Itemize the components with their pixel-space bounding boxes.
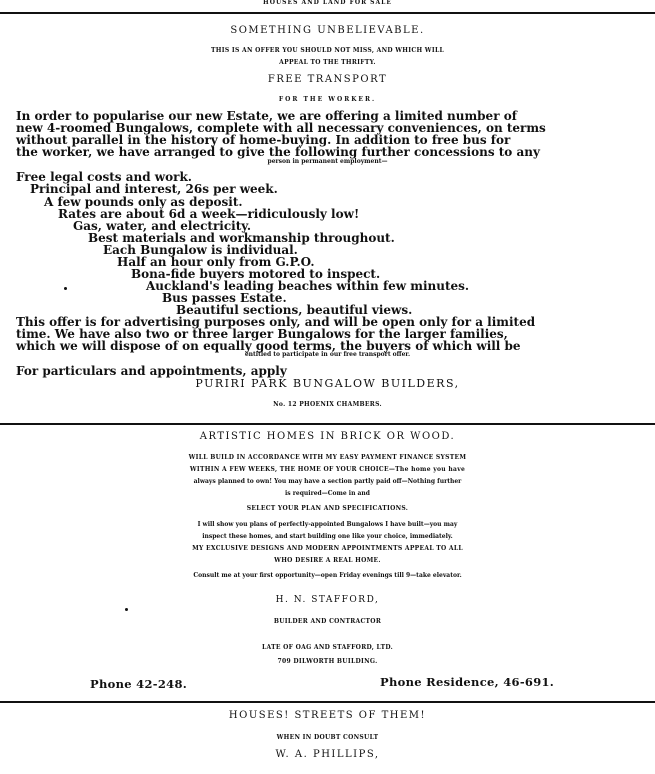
ad1-item: Bona-fide buyers motored to inspect. — [131, 267, 381, 281]
ad1-item: Rates are about 6d a week—ridiculously low! — [58, 207, 360, 221]
ad1-offer-line-5: For particulars and appointments, apply — [16, 364, 287, 378]
ad1-item: Each Bungalow is individual. — [103, 243, 298, 257]
ad2-line-1: WILL BUILD IN ACCORDANCE WITH MY EASY PAYMENT FINANCE SYSTEM — [188, 454, 467, 461]
ad1-para-line-3: without parallel in the history of home-buying. In addition to free bus for — [16, 133, 511, 147]
ad1-headline: SOMETHING UNBELIEVABLE. — [230, 25, 425, 36]
ad2-phone: Phone 42-248. — [90, 677, 188, 691]
ad3-name: W. A. PHILLIPS, — [275, 749, 380, 760]
bullet-dot-icon — [125, 608, 128, 611]
ad2-line-8: MY EXCLUSIVE DESIGNS AND MODERN APPOINTMENTS APPEAL TO ALL — [192, 545, 463, 552]
ad1-para-line-2: new 4-roomed Bungalows, complete with all necessary conveniences, on terms — [16, 121, 546, 135]
ad2-phone-residence: Phone Residence, 46-691. — [380, 675, 555, 689]
ad1-subline-1: THIS IS AN OFFER YOU SHOULD NOT MISS, AND WHICH WILL — [211, 47, 444, 54]
ad1-para-line-1: In order to popularise our new Estate, we are offering a limited number of — [16, 109, 517, 123]
ad1-item: Auckland's leading beaches within few minutes. — [146, 279, 470, 293]
ad1-title-worker: FOR THE WORKER. — [278, 96, 377, 103]
ad2-line-6: I will show you plans of perfectly-appointed Bungalows I have built—you may — [197, 521, 458, 528]
ad2-headline: ARTISTIC HOMES IN BRICK OR WOOD. — [199, 431, 456, 442]
ad1-company-address: No. 12 PHOENIX CHAMBERS. — [273, 401, 382, 408]
ad1-item: Bus passes Estate. — [162, 291, 287, 305]
ad-separator — [0, 701, 655, 703]
ad2-line-10: Consult me at your first opportunity—open Friday evenings till 9—take elevator. — [193, 572, 462, 579]
ad1-item: Gas, water, and electricity. — [73, 219, 252, 233]
ad2-building: 709 DILWORTH BUILDING. — [277, 658, 378, 665]
ad2-line-5: SELECT YOUR PLAN AND SPECIFICATIONS. — [246, 505, 409, 512]
ad2-line-9: WHO DESIRE A REAL HOME. — [274, 557, 381, 564]
ad1-item: Best materials and workmanship throughout. — [88, 231, 395, 245]
ad1-item: A few pounds only as deposit. — [44, 195, 243, 209]
ad2-line-2: WITHIN A FEW WEEKS, THE HOME OF YOUR CHOICE—The home you have — [189, 466, 466, 473]
ad1-para-line-4: the worker, we have arranged to give the following further concessions to any — [16, 145, 540, 159]
ad2-late: LATE OF OAG AND STAFFORD, LTD. — [261, 644, 394, 651]
ad1-title-free-transport: FREE TRANSPORT — [267, 74, 388, 85]
ad1-offer-line-3: which we will dispose of on equally good terms, the buyers of which will be — [16, 339, 521, 353]
ad1-company-name: PURIRI PARK BUNGALOW BUILDERS, — [195, 377, 460, 390]
ad1-item: Half an hour only from G.P.O. — [117, 255, 315, 269]
ad-separator — [0, 423, 655, 425]
ad1-offer-line-2: time. We have also two or three larger Bungalows for the larger families, — [16, 327, 508, 341]
section-header: HOUSES AND LAND FOR SALE — [263, 0, 392, 6]
ad2-name: H. N. STAFFORD, — [275, 595, 380, 605]
ad1-offer-line-1: This offer is for advertising purposes only, and will be open only for a limited — [16, 315, 536, 329]
ad2-role: BUILDER AND CONTRACTOR — [273, 618, 382, 625]
ad2-line-3: always planned to own! You may have a section partly paid off—Nothing further — [193, 478, 462, 485]
ad1-item: Free legal costs and work. — [16, 170, 192, 184]
ad1-item: Principal and interest, 26s per week. — [30, 182, 278, 196]
ad1-offer-line-4: entitled to participate in our free transport offer. — [244, 351, 411, 358]
ad1-subline-2: APPEAL TO THE THRIFTY. — [279, 59, 376, 66]
header-rule — [0, 12, 655, 14]
ad3-headline: HOUSES! STREETS OF THEM! — [228, 710, 427, 721]
ad3-sub: WHEN IN DOUBT CONSULT — [276, 734, 379, 741]
ad2-line-4: is required—Come in and — [285, 490, 370, 497]
ad2-line-7: inspect these homes, and start building one like your choice, immediately. — [202, 533, 453, 540]
ad1-item: Beautiful sections, beautiful views. — [176, 303, 413, 317]
bullet-dot-icon — [64, 287, 67, 290]
ad1-para-line-5: person in permanent employment— — [267, 158, 388, 165]
